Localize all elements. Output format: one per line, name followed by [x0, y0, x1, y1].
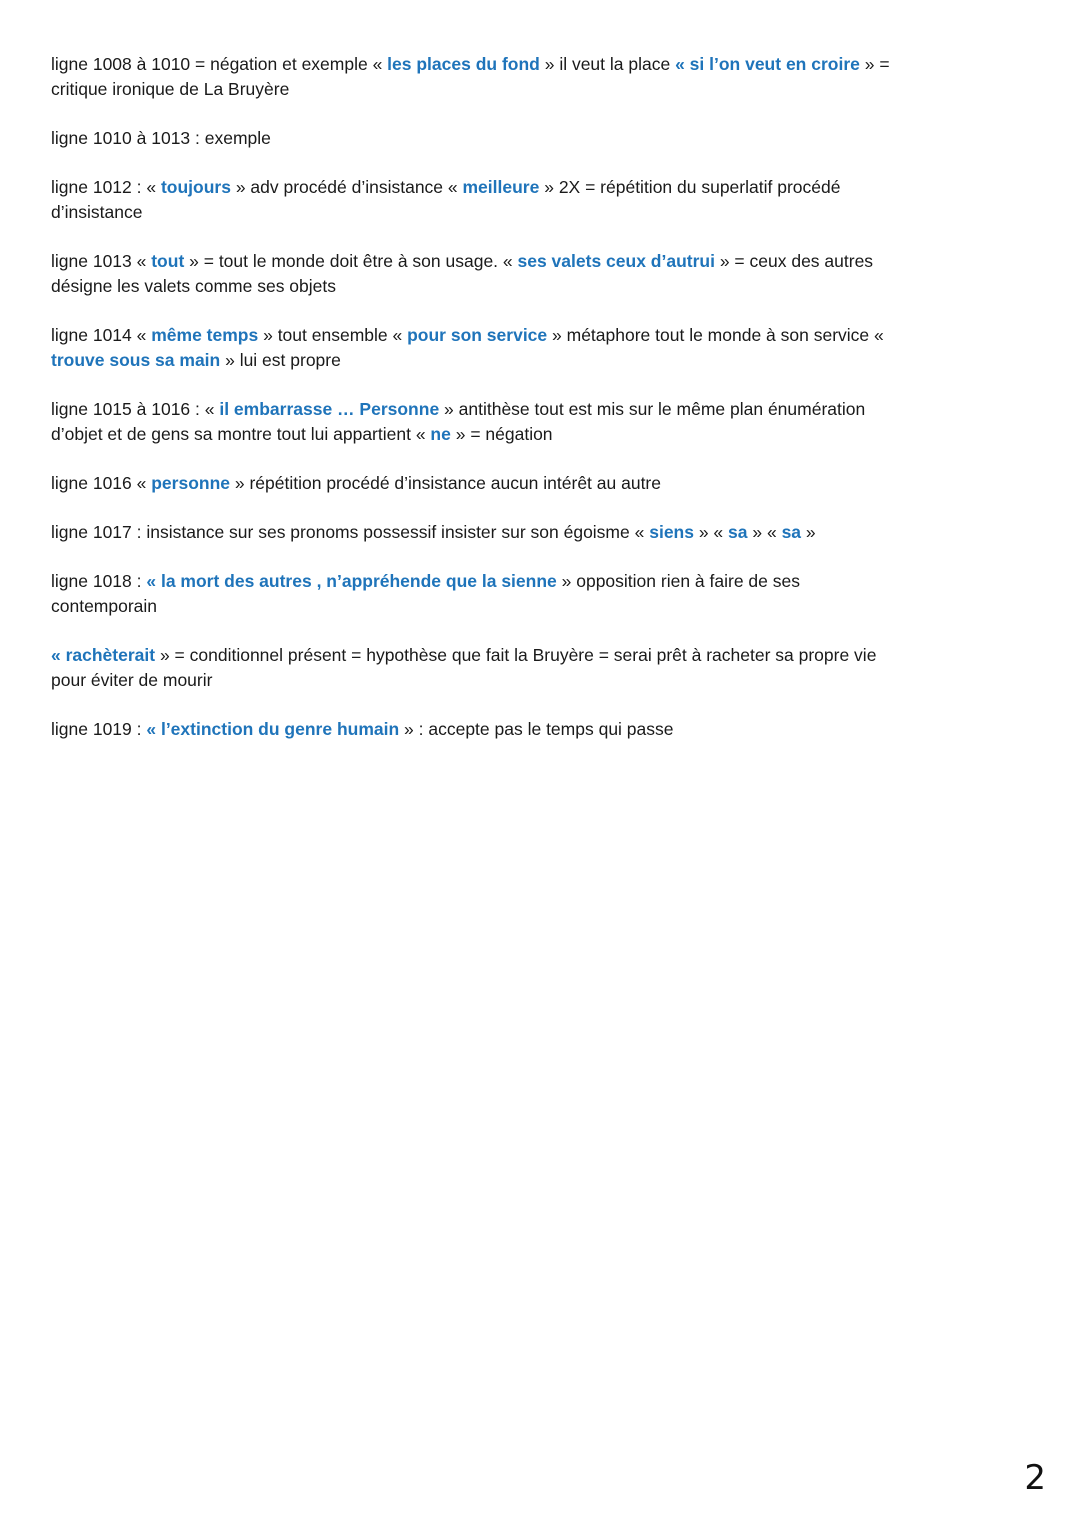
- highlighted-quote: pour son service: [407, 325, 548, 345]
- highlighted-quote: ses valets ceux d’autrui: [517, 251, 715, 271]
- note-text: » «: [747, 522, 782, 542]
- highlighted-quote: ne: [430, 424, 451, 444]
- note-text: ligne 1017 : insistance sur ses pronoms possessif insister sur son égoisme «: [51, 522, 650, 542]
- note-text: » = tout le monde doit être à son usage. «: [184, 251, 518, 271]
- highlighted-quote: toujours: [160, 177, 231, 197]
- note-paragraph: [51, 569, 891, 619]
- highlighted-quote: même temps: [151, 325, 259, 345]
- note-text: » 2X = répétition du superlatif procédé d’insistance: [51, 177, 841, 222]
- note-paragraph: [51, 520, 891, 545]
- note-paragraph: [51, 323, 891, 373]
- note-text: ligne 1018 :: [51, 571, 147, 591]
- note-text: » adv procédé d’insistance «: [230, 177, 463, 197]
- highlighted-quote: « l’extinction du genre humain: [146, 719, 400, 739]
- highlighted-quote: « rachèterait: [51, 645, 156, 665]
- note-text: » il veut la place: [539, 54, 676, 74]
- highlighted-quote: « la mort des autres , n’appréhende que la sienne: [146, 571, 557, 591]
- note-text: » répétition procédé d’insistance aucun intérêt au autre: [230, 473, 661, 493]
- note-text: » = critique ironique de La Bruyère: [51, 54, 890, 99]
- note-text: » opposition rien à faire de ses contemporain: [51, 571, 800, 616]
- note-text: ligne 1010 à 1013 : exemple: [51, 128, 271, 148]
- highlighted-quote: il embarrasse … Personne: [219, 399, 440, 419]
- note-text: » : accepte pas le temps qui passe: [399, 719, 674, 739]
- highlighted-quote: siens: [649, 522, 694, 542]
- note-paragraph: [51, 249, 891, 299]
- note-paragraph: [51, 717, 891, 742]
- highlighted-quote: meilleure: [462, 177, 540, 197]
- note-text: » = conditionnel présent = hypothèse que fait la Bruyère = serai prêt à racheter sa propre vie pour éviter de mourir: [51, 645, 877, 690]
- note-paragraph: [51, 471, 891, 496]
- note-text: ligne 1013 «: [51, 251, 152, 271]
- note-text: » tout ensemble «: [258, 325, 408, 345]
- highlighted-quote: personne: [151, 473, 231, 493]
- note-paragraph: [51, 175, 891, 225]
- note-paragraph: [51, 126, 891, 151]
- note-text: ligne 1012 : «: [51, 177, 161, 197]
- page-number: 2: [1024, 1458, 1046, 1498]
- highlighted-quote: trouve sous sa main: [51, 350, 221, 370]
- note-text: » «: [693, 522, 729, 542]
- note-text: » métaphore tout le monde à son service «: [547, 325, 884, 345]
- note-text: » = négation: [450, 424, 553, 444]
- highlighted-quote: tout: [151, 251, 185, 271]
- note-text: » = ceux des autres désigne les valets comme ses objets: [51, 251, 874, 296]
- note-text: ligne 1008 à 1010 = négation et exemple «: [51, 54, 388, 74]
- note-text: » antithèse tout est mis sur le même plan énumération d’objet et de gens sa montre tout lui appartient «: [51, 399, 866, 444]
- note-text: ligne 1014 «: [51, 325, 152, 345]
- note-text: » lui est propre: [220, 350, 341, 370]
- highlighted-quote: sa: [781, 522, 802, 542]
- note-text: »: [801, 522, 816, 542]
- note-paragraph: [51, 397, 891, 447]
- highlighted-quote: « si l’on veut en croire: [675, 54, 860, 74]
- note-paragraph: [51, 643, 891, 693]
- note-paragraph: [51, 52, 891, 102]
- note-text: ligne 1016 «: [51, 473, 152, 493]
- highlighted-quote: les places du fond: [387, 54, 540, 74]
- note-text: ligne 1019 :: [51, 719, 147, 739]
- highlighted-quote: sa: [728, 522, 748, 542]
- document-body: [51, 52, 891, 766]
- note-text: ligne 1015 à 1016 : «: [51, 399, 220, 419]
